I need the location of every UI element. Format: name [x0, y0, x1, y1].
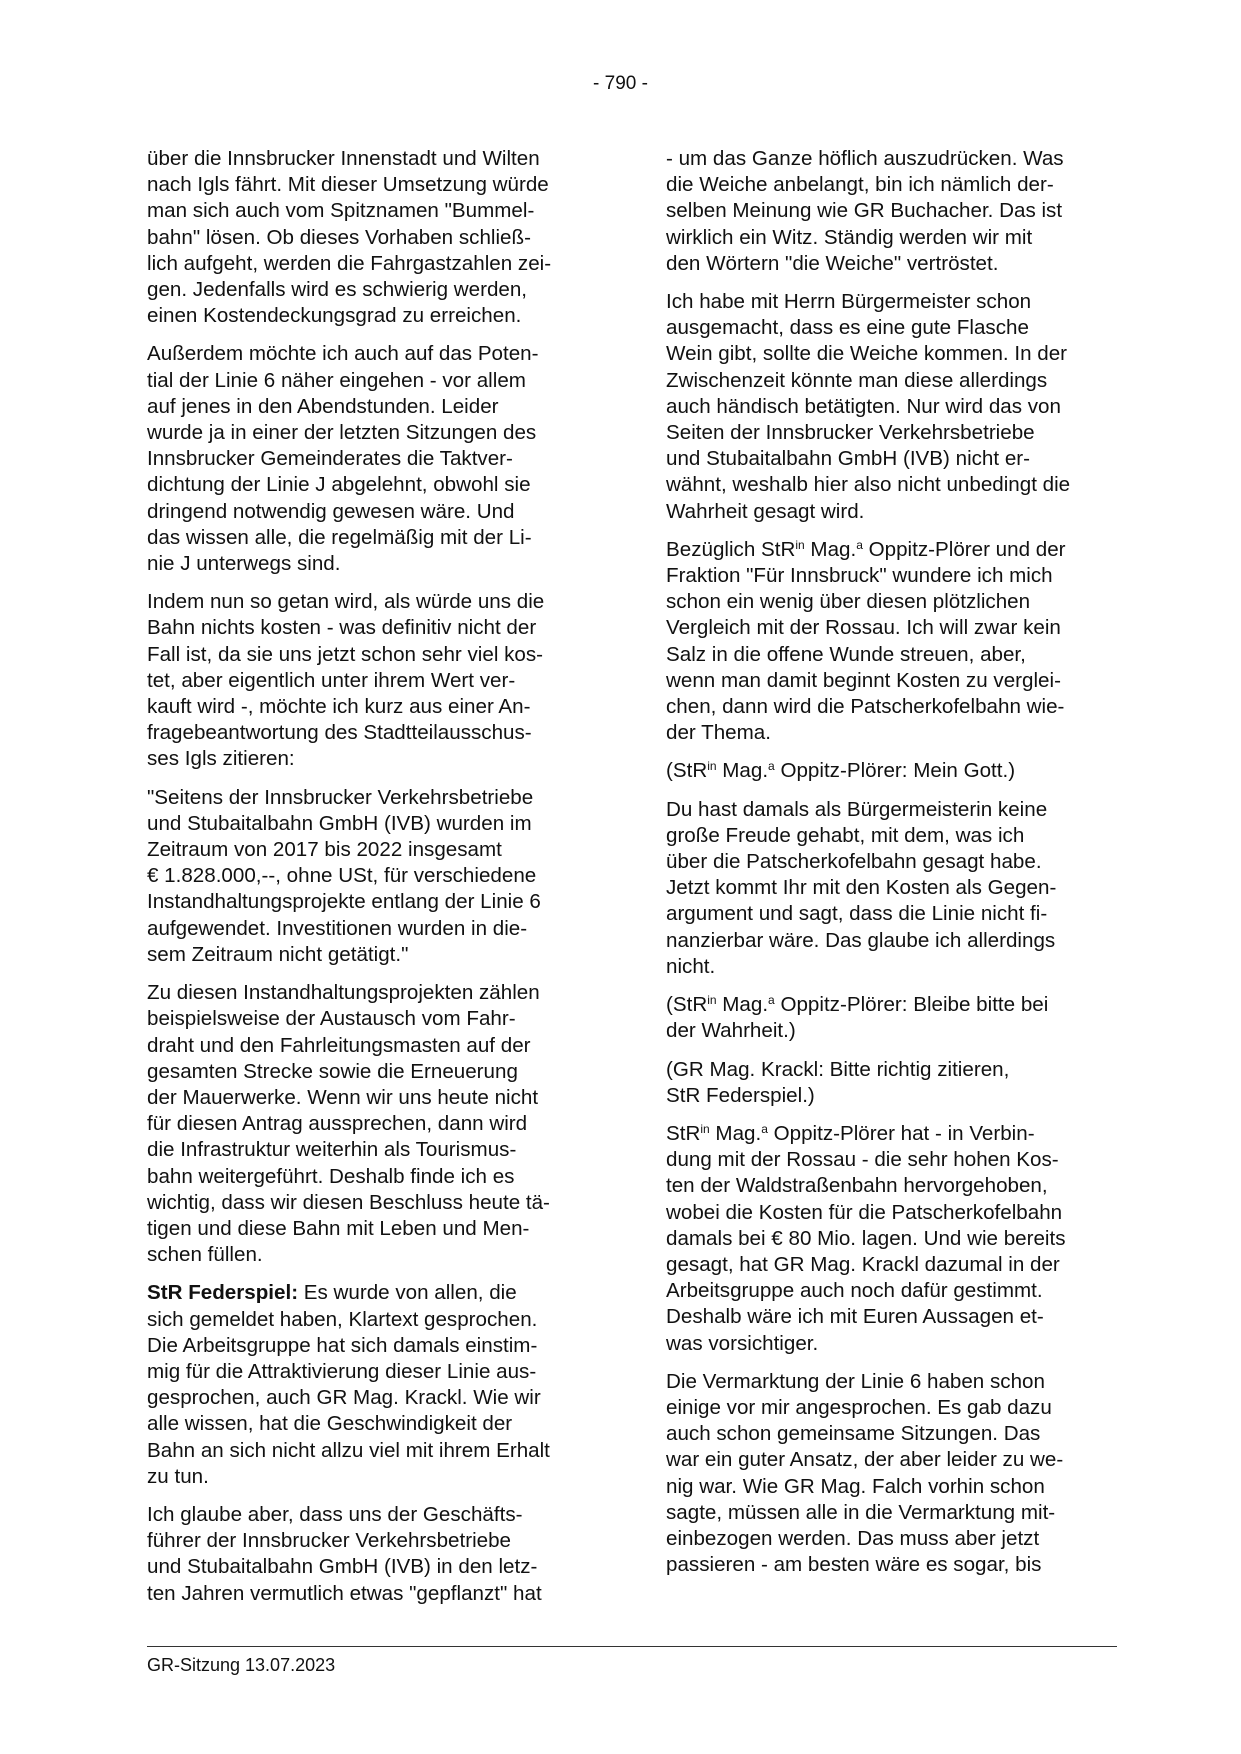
- paragraph-line: Bahn an sich nicht allzu viel mit ihrem Erhalt: [147, 1438, 550, 1462]
- paragraph-line: tigen und diese Bahn mit Leben und Men-: [147, 1216, 530, 1240]
- paragraph-line: dichtung der Linie J abgelehnt, obwohl sie: [147, 473, 531, 497]
- paragraph-line: war ein guter Ansatz, der aber leider zu we-: [666, 1448, 1064, 1472]
- paragraph-line: Fraktion "Für Innsbruck" wundere ich mich: [666, 564, 1053, 588]
- paragraph-line: der Thema.: [666, 721, 771, 745]
- paragraph-line: was vorsichtiger.: [666, 1331, 819, 1355]
- paragraph-line: wobei die Kosten für die Patscherkofelbahn: [666, 1200, 1063, 1224]
- paragraph-line: auf jenes in den Abendstunden. Leider: [147, 394, 499, 418]
- paragraph-line: der Mauerwerke. Wenn wir uns heute nicht: [147, 1085, 539, 1109]
- paragraph: [666, 1121, 1128, 1357]
- paragraph-line: € 1.828.000,--, ohne USt, für verschiedene: [147, 864, 537, 888]
- paragraph-line: - um das Ganze höflich auszudrücken. Was: [666, 147, 1064, 170]
- paragraph-line: ses Igls zitieren:: [147, 747, 295, 771]
- paragraph-line: für diesen Antrag aussprechen, dann wird: [147, 1112, 528, 1136]
- paragraph-line: bahn weitergeführt. Deshalb finde ich es: [147, 1164, 515, 1188]
- paragraph-line: Du hast damals als Bürgermeisterin keine: [666, 797, 1048, 821]
- paragraph-line: Deshalb wäre ich mit Euren Aussagen et-: [666, 1305, 1044, 1329]
- paragraph-line: Außerdem möchte ich auch auf das Poten-: [147, 342, 539, 366]
- paragraph-line: chen, dann wird die Patscherkofelbahn wie-: [666, 695, 1065, 719]
- paragraph-line: StR$^{in}$ Mag.$^a$ Oppitz-Plörer hat - in Verbin-: [666, 1121, 1035, 1145]
- paragraph: [666, 289, 1128, 525]
- paragraph: [666, 1369, 1128, 1579]
- paragraph-line: Innsbrucker Gemeinderates die Taktver-: [147, 447, 513, 471]
- paragraph-line: auch schon gemeinsame Sitzungen. Das: [666, 1422, 1041, 1446]
- paragraph-line: sagte, müssen alle in die Vermarktung mit-: [666, 1500, 1056, 1524]
- paragraph: [666, 537, 1128, 747]
- paragraph-line: Instandhaltungsprojekte entlang der Linie 6: [147, 890, 541, 914]
- paragraph-line: selben Meinung wie GR Buchacher. Das ist: [666, 199, 1063, 223]
- speaker-paragraph: [147, 1280, 597, 1490]
- speaker-name: StR Federspiel:: [147, 1281, 299, 1305]
- quote-paragraph: [147, 785, 597, 968]
- paragraph-line: StR Federspiel: Es wurde von allen, die: [147, 1281, 517, 1305]
- paragraph-line: wähnt, weshalb hier also nicht unbedingt die: [666, 473, 1071, 497]
- paragraph-line: führer der Innsbrucker Verkehrsbetriebe: [147, 1529, 512, 1553]
- paragraph-line: Ich glaube aber, dass uns der Geschäfts-: [147, 1502, 523, 1526]
- right-column: [666, 146, 1128, 1590]
- paragraph-line: gen. Jedenfalls wird es schwierig werden,: [147, 278, 528, 302]
- footer-text: GR-Sitzung 13.07.2023: [147, 1655, 336, 1675]
- paragraph-line: das wissen alle, die regelmäßig mit der Li-: [147, 525, 532, 549]
- paragraph: [147, 980, 597, 1268]
- paragraph-line: "Seitens der Innsbrucker Verkehrsbetriebe: [147, 785, 534, 809]
- left-column: [147, 146, 597, 1619]
- paragraph-line: nanzierbar wäre. Das glaube ich allerdings: [666, 928, 1056, 952]
- paragraph-line: Arbeitsgruppe auch noch dafür gestimmt.: [666, 1279, 1043, 1303]
- paragraph-line: und Stubaitalbahn GmbH (IVB) nicht er-: [666, 447, 1031, 471]
- paragraph-line: Wahrheit gesagt wird.: [666, 499, 865, 523]
- paragraph-line: passieren - am besten wäre es sogar, bis: [666, 1553, 1042, 1577]
- paragraph: [666, 797, 1128, 980]
- paragraph-line: Bezüglich StR$^{in}$ Mag.$^a$ Oppitz-Plörer und der: [666, 537, 1066, 561]
- paragraph-line: schen füllen.: [147, 1243, 263, 1267]
- paragraph-line: (StR$^{in}$ Mag.$^a$ Oppitz-Plörer: Bleibe bitte bei: [666, 993, 1049, 1017]
- paragraph-line: Wein gibt, sollte die Weiche kommen. In der: [666, 342, 1068, 366]
- paragraph-line: der Wahrheit.): [666, 1019, 796, 1043]
- paragraph-line: einbezogen werden. Das muss aber jetzt: [666, 1526, 1040, 1550]
- paragraph-line: die Weiche anbelangt, bin ich nämlich der-: [666, 173, 1054, 197]
- paragraph-line: nach Igls fährt. Mit dieser Umsetzung würde: [147, 173, 549, 197]
- paragraph-line: wenn man damit beginnt Kosten zu verglei-: [666, 668, 1061, 692]
- paragraph-line: zu tun.: [147, 1464, 209, 1488]
- paragraph-line: gesamten Strecke sowie die Erneuerung: [147, 1059, 518, 1083]
- paragraph-line: sich gemeldet haben, Klartext gesprochen.: [147, 1307, 538, 1331]
- paragraph-line: den Wörtern "die Weiche" vertröstet.: [666, 251, 999, 275]
- paragraph-line: wichtig, dass wir diesen Beschluss heute tä-: [147, 1190, 550, 1214]
- paragraph-line: draht und den Fahrleitungsmasten auf der: [147, 1033, 531, 1057]
- paragraph-line: über die Innsbrucker Innenstadt und Wilten: [147, 147, 540, 170]
- paragraph-line: Ich habe mit Herrn Bürgermeister schon: [666, 290, 1032, 314]
- paragraph: [147, 1502, 597, 1607]
- paragraph-line: schon ein wenig über diesen plötzlichen: [666, 590, 1031, 614]
- paragraph-line: Zwischenzeit könnte man diese allerdings: [666, 368, 1048, 392]
- paragraph-line: und Stubaitalbahn GmbH (IVB) in den letz-: [147, 1555, 538, 1579]
- paragraph-line: Die Arbeitsgruppe hat sich damals einstim-: [147, 1333, 538, 1357]
- paragraph-line: dung mit der Rossau - die sehr hohen Kos-: [666, 1148, 1059, 1172]
- paragraph-line: Bahn nichts kosten - was definitiv nicht der: [147, 616, 537, 640]
- footer-divider: [147, 1646, 1117, 1647]
- paragraph-line: fragebeantwortung des Stadtteilausschus-: [147, 721, 532, 745]
- paragraph-line: auch händisch betätigten. Nur wird das von: [666, 394, 1061, 418]
- paragraph-line: Zu diesen Instandhaltungsprojekten zählen: [147, 981, 540, 1005]
- paragraph: [147, 589, 597, 772]
- page-number: - 790 -: [593, 73, 648, 94]
- paragraph-line: wurde ja in einer der letzten Sitzungen des: [147, 421, 537, 445]
- paragraph-line: die Infrastruktur weiterhin als Tourismus-: [147, 1138, 517, 1162]
- paragraph-line: ausgemacht, dass es eine gute Flasche: [666, 316, 1029, 340]
- interjection: [666, 992, 1128, 1044]
- paragraph-line: StR Federspiel.): [666, 1083, 815, 1107]
- paragraph-line: ten Jahren vermutlich etwas "gepflanzt" hat: [147, 1581, 542, 1605]
- paragraph-line: sem Zeitraum nicht getätigt.": [147, 942, 409, 966]
- paragraph-line: über die Patscherkofelbahn gesagt habe.: [666, 850, 1042, 874]
- paragraph-line: ten der Waldstraßenbahn hervorgehoben,: [666, 1174, 1048, 1198]
- paragraph: [147, 341, 597, 577]
- paragraph-line: einige vor mir angesprochen. Es gab dazu: [666, 1395, 1052, 1419]
- paragraph: [147, 146, 597, 329]
- paragraph-line: argument und sagt, dass die Linie nicht fi-: [666, 902, 1048, 926]
- paragraph-line: alle wissen, hat die Geschwindigkeit der: [147, 1412, 513, 1436]
- paragraph-line: große Freude gehabt, mit dem, was ich: [666, 823, 1025, 847]
- paragraph-line: Die Vermarktung der Linie 6 haben schon: [666, 1369, 1045, 1393]
- interjection: [666, 758, 1128, 784]
- paragraph-line: aufgewendet. Investitionen wurden in die-: [147, 916, 528, 940]
- paragraph-line: damals bei € 80 Mio. lagen. Und wie bereits: [666, 1226, 1066, 1250]
- paragraph-line: man sich auch vom Spitznamen "Bummel-: [147, 199, 535, 223]
- paragraph-line: und Stubaitalbahn GmbH (IVB) wurden im: [147, 811, 532, 835]
- paragraph-line: tet, aber eigentlich unter ihrem Wert ver-: [147, 668, 516, 692]
- paragraph-line: nig war. Wie GR Mag. Falch vorhin schon: [666, 1474, 1045, 1498]
- paragraph-line: tial der Linie 6 näher eingehen - vor allem: [147, 368, 526, 392]
- paragraph-line: (GR Mag. Krackl: Bitte richtig zitieren,: [666, 1057, 1010, 1081]
- paragraph-line: beispielsweise der Austausch vom Fahr-: [147, 1007, 516, 1031]
- paragraph-line: kauft wird -, möchte ich kurz aus einer An-: [147, 695, 531, 719]
- paragraph-line: dringend notwendig gewesen wäre. Und: [147, 499, 515, 523]
- paragraph-line: lich aufgeht, werden die Fahrgastzahlen zei-: [147, 251, 552, 275]
- paragraph-line: Indem nun so getan wird, als würde uns die: [147, 590, 545, 614]
- paragraph-line: (StR$^{in}$ Mag.$^a$ Oppitz-Plörer: Mein Gott.): [666, 759, 1016, 783]
- paragraph-line: mig für die Attraktivierung dieser Linie aus-: [147, 1359, 537, 1383]
- paragraph-line: Zeitraum von 2017 bis 2022 insgesamt: [147, 838, 502, 862]
- paragraph-line: einen Kostendeckungsgrad zu erreichen.: [147, 304, 522, 328]
- paragraph-line: Salz in die offene Wunde streuen, aber,: [666, 642, 1026, 666]
- paragraph-line: nie J unterwegs sind.: [147, 552, 341, 576]
- paragraph-line: nicht.: [666, 954, 716, 978]
- paragraph: [666, 146, 1128, 277]
- paragraph-line: Vergleich mit der Rossau. Ich will zwar kein: [666, 616, 1061, 640]
- paragraph-line: wirklich ein Witz. Ständig werden wir mit: [666, 225, 1033, 249]
- paragraph-line: Fall ist, da sie uns jetzt schon sehr viel kos-: [147, 642, 544, 666]
- interjection: [666, 1057, 1128, 1109]
- paragraph-line: Seiten der Innsbrucker Verkehrsbetriebe: [666, 421, 1035, 445]
- paragraph-line: gesagt, hat GR Mag. Krackl dazumal in der: [666, 1252, 1060, 1276]
- paragraph-line: Jetzt kommt Ihr mit den Kosten als Gegen-: [666, 876, 1057, 900]
- paragraph-line: gesprochen, auch GR Mag. Krackl. Wie wir: [147, 1386, 541, 1410]
- paragraph-line: bahn" lösen. Ob dieses Vorhaben schließ-: [147, 225, 531, 249]
